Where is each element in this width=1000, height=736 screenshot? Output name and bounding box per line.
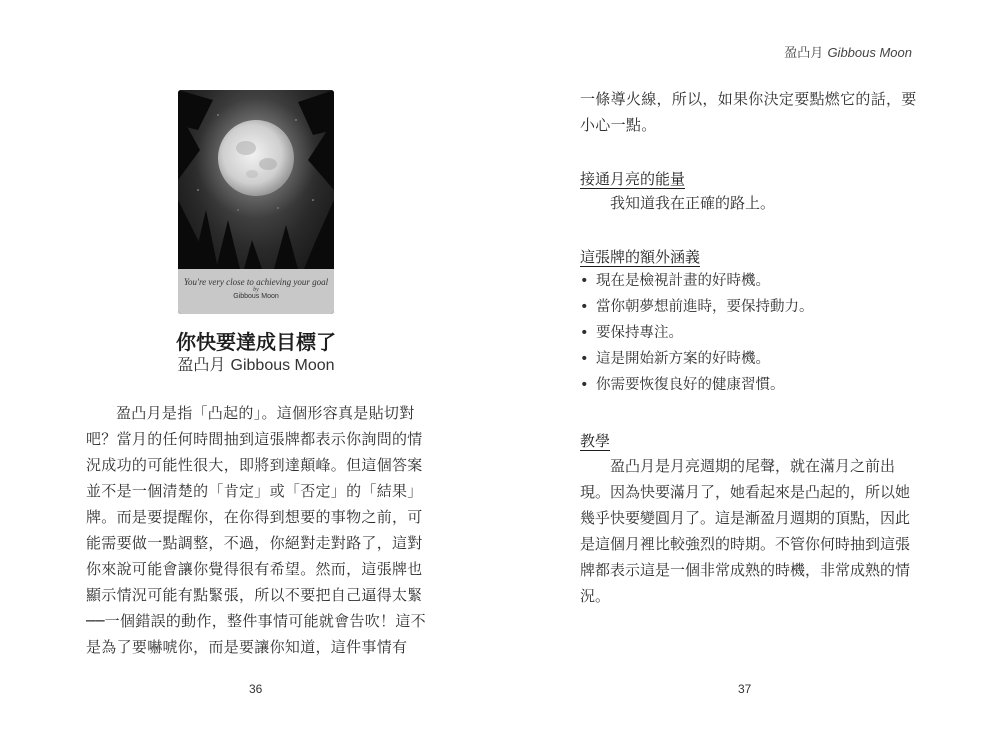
list-item: • 要保持專注。 bbox=[580, 320, 814, 346]
body-paragraph: 盈凸月是指「凸起的」。這個形容真是貼切對吧？當月的任何時間抽到這張牌都表示你詢問的情況成功的可能性很大，即將到達顛峰。但這個答案並不是一個清楚的「肯定」或「否定」的「結果」牌。而是要提醒你，在你得到想要的事物之前，可能需要做一點調整，不過，你絕對走對路了，這對你來說可能會讓你覺得很有希望。然而，這張牌也顯示情況可能有點緊張，所以不要把自己逼得太緊──一個錯誤的動作，整件事情可能就會告吹！這不是為了要嚇唬你，而是要讓你知道，這件事情有 bbox=[86, 404, 426, 656]
teaching-paragraph: 盈凸月是月亮週期的尾聲，就在滿月之前出現。因為快要滿月了，她看起來是凸起的，所以她幾乎快要變圓月了。這是漸盈月週期的頂點，因此是這個月裡比較強烈的時期。不管你何時抽到這張牌都表示這是一個非常成熟的時機，非常成熟的情況。 bbox=[580, 457, 911, 605]
continued-paragraph: 一條導火線，所以，如果你決定要點燃它的話，要小心一點。 bbox=[580, 90, 917, 134]
page-subtitle bbox=[0, 352, 512, 375]
list-item: • 你需要恢復良好的健康習慣。 bbox=[580, 372, 814, 398]
section-body-energy bbox=[580, 190, 920, 216]
subtitle-chinese: 盈凸月 bbox=[177, 355, 226, 374]
running-header-chinese: 盈凸月 bbox=[784, 46, 824, 61]
section-heading-teaching: 教學 bbox=[580, 432, 611, 450]
page-title: 你快要達成目標了 bbox=[176, 330, 336, 354]
card-by-text: by bbox=[253, 287, 259, 293]
card-name: Gibbous Moon bbox=[233, 293, 279, 300]
running-header-latin: Gibbous Moon bbox=[827, 45, 912, 60]
card-tagline: You're very close to achieving your goal bbox=[183, 277, 329, 287]
subtitle-latin: Gibbous Moon bbox=[230, 357, 335, 374]
section-heading-energy: 接通月亮的能量 bbox=[580, 170, 686, 188]
left-body-text bbox=[86, 400, 426, 660]
moon-icon bbox=[218, 120, 294, 196]
section-heading-meanings: 這張牌的額外涵義 bbox=[580, 248, 701, 266]
list-item: • 現在是檢視計畫的好時機。 bbox=[580, 268, 814, 294]
page-number-right: 37 bbox=[738, 682, 752, 696]
affirmation-text: 我知道我在正確的路上。 bbox=[610, 194, 776, 212]
list-item: • 當你朝夢想前進時，要保持動力。 bbox=[580, 294, 814, 320]
section-body-teaching bbox=[580, 453, 920, 609]
page-number-left: 36 bbox=[249, 682, 263, 696]
card-caption bbox=[178, 269, 334, 314]
card-image bbox=[178, 90, 334, 314]
running-header bbox=[784, 42, 912, 61]
list-item: • 這是開始新方案的好時機。 bbox=[580, 346, 814, 372]
continued-text bbox=[580, 86, 920, 138]
meanings-list bbox=[580, 268, 814, 398]
